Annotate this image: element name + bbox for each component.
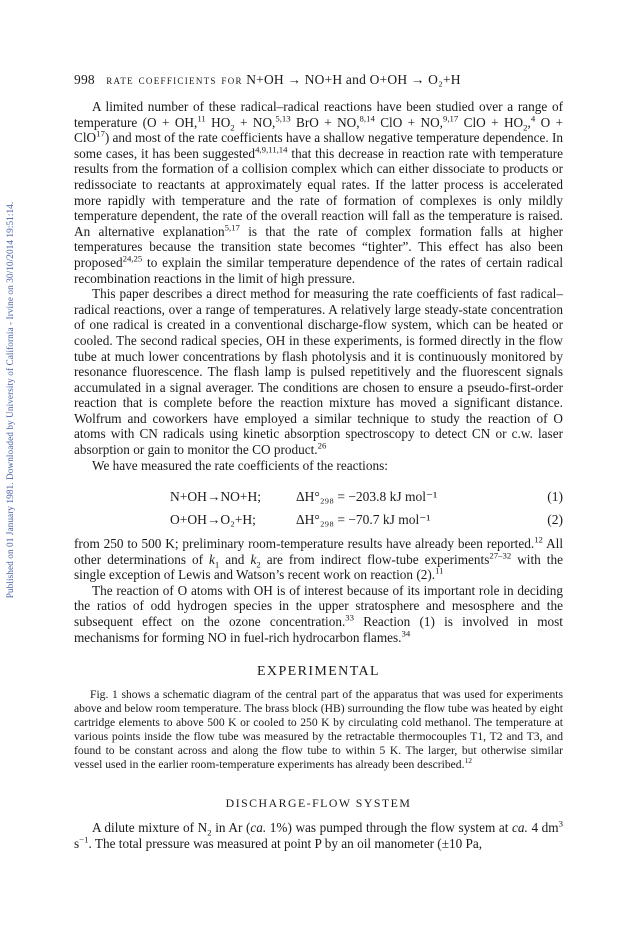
download-watermark [4,120,18,680]
equation-enthalpy: ΔH°₂₉₈ = −203.8 kJ mol⁻¹ [296,489,438,504]
paragraph: This paper describes a direct method for measuring the rate coefficients of fast radical–radical reactions, over a range of temperatures. A relatively large steady-state concentration of one radical is created in a conventional discharge-flow system, which can be heated or cooled. The second radical species, OH in these experiments, is formed directly in the flow tube at much lower concentrations by flash photolysis and it is continuously monitored by resonance fluorescence. The flash lamp is pulsed repetitively and the fluorescent signals accumulated in a signal averager. The conditions are chosen to ensure a pseudo-first-order reaction that is complete before the reaction mixture has moved a significant distance. Wolfrum and coworkers have employed a similar technique to study the reaction of O atoms with CN radicals using kinetic absorption spectroscopy to detect CN or c.w. laser absorption or gain to monitor the CO product.$^{26}$ [74,286,563,458]
discharge-flow-text [74,820,563,851]
introduction-text [74,99,563,473]
subsection-title: DISCHARGE-FLOW SYSTEM [225,796,412,810]
equation-number: (2) [547,512,563,527]
equation-2 [74,512,563,532]
watermark-text: Published on 01 January 1981. Downloaded by University of California - Irvine on 30/10/2014 19:51:14. [6,201,16,599]
paragraph: A limited number of these radical–radical reactions have been studied over a range of temperature (O + OH,$^{11}$ $HO_2 + NO,^{5,13}$ BrO + NO,$^{8,14}$ ClO + NO,$^{9,17}$ ClO + $HO_2,^4$ O + ClO$^{17}$) and most of the rate coefficients have a shallow negative temperature dependence. In some cases, it has been suggested$^{4,9,11,14}$ that this decrease in reaction rate with temperature results from the formation of a collision complex which can either dissociate to products or redissociate to reactants at approximately equal rates. If the latter process is accelerated more rapidly with temperature and the rate of formation of complexes is only mildly temperature dependent, the rate of the overall reaction will fall as the temperature is raised. An alternative explanation$^{5,17}$ is that the rate of complex formation falls at higher temperatures because the transition state becomes “tighter”. This effect has also been proposed$^{24,25}$ to explain the similar temperature dependence of the rates of certain radical recombination reactions in the limit of high pressure. [74,99,564,286]
introduction-text-continued [74,536,563,645]
section-title: EXPERIMENTAL [256,664,380,679]
equation-reaction: O+OH→O₂+H; [170,512,256,527]
paragraph: Fig. 1 shows a schematic diagram of the central part of the apparatus that was used for experiments above and below room temperature. The brass block (HB) surrounding the flow tube was heated by eight cartridge elements to above 500 K or cooled to 250 K by circulating cold methanol. The temperature at various points inside the flow tube was measured by the retractable thermocouples T1, T2 and T3, and found to be constant across and along the flow tube to within 5 K. The larger, but otherwise similar vessel used in the earlier room-temperature experiments has already been described.$^{12}$ [74,688,563,771]
paragraph: from 250 to 500 K; preliminary room-temperature results have already been reported.$^{12}$ All other determinations of $k_1$ and $k_2$ are from indirect flow-tube experiments$^{27-32}$ with the single exception of Lewis and Watson’s recent work on reaction (2).$^{11}$ [74,534,563,583]
equation-number: (1) [547,489,563,504]
paragraph: The reaction of O atoms with OH is of interest because of its important role in deciding the ratios of odd hydrogen species in the upper stratosphere and mesosphere and the subsequent effect on the ozone concentration.$^{33}$ Reaction (1) is involved in most mechanisms for forming NO in fuel-rich hydrocarbon flames.$^{34}$ [74,582,563,645]
paragraph: A dilute mixture of $N_2$ in Ar (ca. 1%) was pumped through the flow system at ca. 4 $dm^3$ $s^{-1}$. The total pressure was measured at point P by an oil manometer (±10 Pa, [74,818,563,851]
running-title: rate coefficients for [106,72,243,87]
paragraph: We have measured the rate coefficients of the reactions: [92,457,388,473]
equation-reaction: N+OH→NO+H; [170,489,261,504]
page-number: 998 [74,72,95,87]
equation-enthalpy: ΔH°₂₉₈ = −70.7 kJ mol⁻¹ [296,512,431,527]
running-header [74,72,564,92]
running-title-reactions: N+OH → NO+H and O+OH → O₂+H [246,72,461,87]
equation-1 [74,489,563,509]
experimental-description [74,688,563,771]
